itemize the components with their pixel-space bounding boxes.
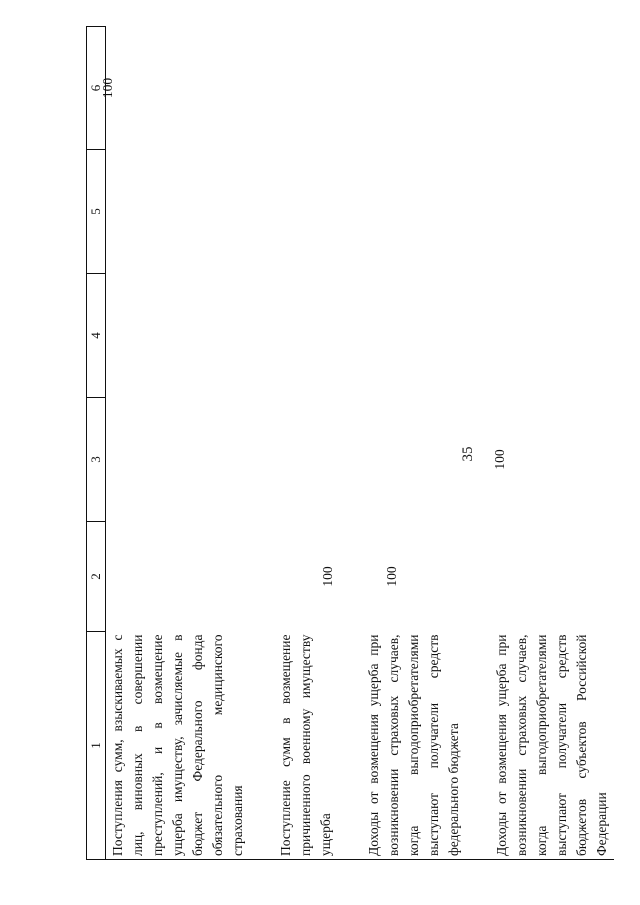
row-description: Доходы от возмещения ущерба при возникновении страховых случаев, когда выгодоприобретателями выступают получатели средств федерального бюджета	[362, 632, 466, 860]
row-value-col2	[274, 522, 338, 632]
value-text: 100	[492, 449, 507, 470]
table-row	[106, 27, 251, 860]
column-header-4: 4	[87, 274, 106, 398]
table-header-row	[87, 27, 106, 860]
value-text: 100	[320, 566, 335, 587]
table-row	[490, 27, 614, 860]
page-number: 35	[460, 446, 476, 462]
row-value-col3	[106, 398, 251, 522]
value-text: 100	[100, 77, 115, 99]
row-description: Поступление сумм в возмещение причиненного военному имуществу ущерба	[274, 632, 338, 860]
column-header-2: 2	[87, 522, 106, 632]
column-header-3: 3	[87, 398, 106, 522]
column-header-6: 6	[87, 27, 106, 150]
value-text: 100	[384, 566, 399, 587]
revenue-table	[86, 26, 614, 860]
row-value-col6	[100, 27, 251, 150]
row-value-col2	[362, 522, 466, 632]
column-header-1: 1	[87, 632, 106, 860]
table-row	[362, 27, 466, 860]
row-description: Доходы от возмещения ущерба при возникновении страховых случаев, когда выгодоприобретателями выступают получатели средств бюджетов субъектов Российской Федерации	[490, 632, 614, 860]
row-description: Поступления сумм, взыскиваемых с лиц, виновных в совершении преступлений, и в возмещение ущерба имуществу, зачисляемые в бюджет Федерального фонда обязательного медицинского страхования	[106, 632, 251, 860]
table-row	[274, 27, 338, 860]
row-value-col2	[106, 522, 251, 632]
column-header-5: 5	[87, 150, 106, 274]
row-value-col3	[490, 398, 614, 522]
